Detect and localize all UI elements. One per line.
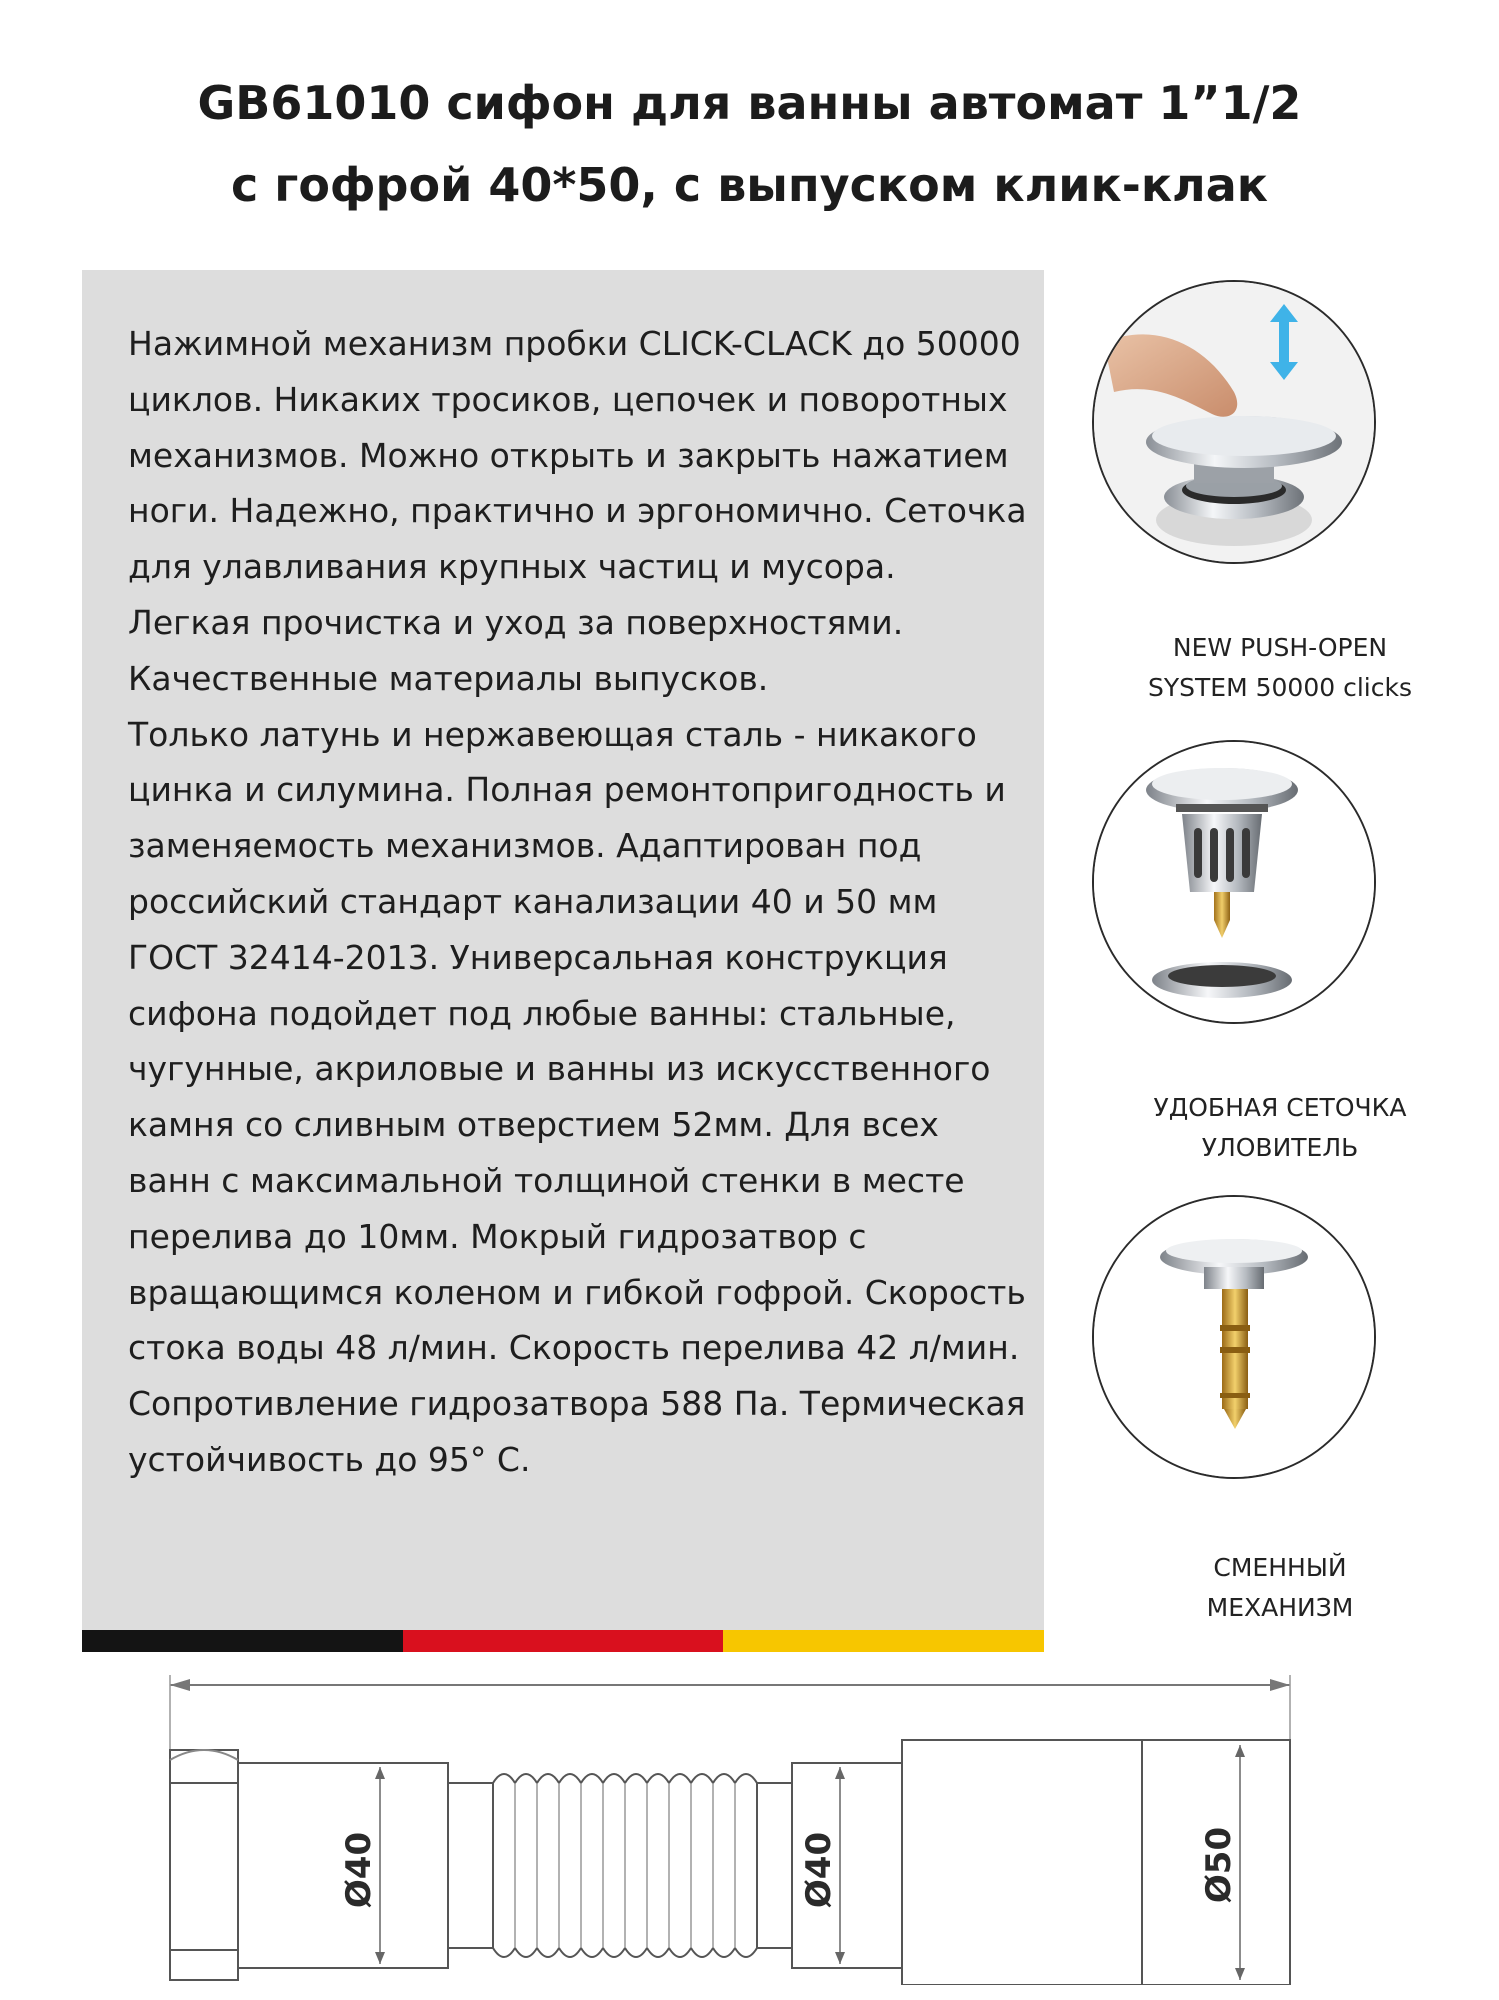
title-line-1: GB61010 сифон для ванны автомат 1”1/2 — [197, 76, 1302, 130]
description-paragraph-2: Только латунь и нержавеющая сталь - никакого цинка и силумина. Полная ремонтопригодность и заменяемость механизмов. Адаптирован под российский стандарт канализации 40 и 50 мм ГОСТ 32414-2013. Универсальная конструкция сифона подойдет под любые ванны: стальные, чугунные, акриловые и ванны из искусственного камня со сливным отверстием 52мм. Для всех ванн с максимальной толщиной стенки в месте перелива до 10мм. Мокрый гидрозатвор с вращающимся коленом и гибкой гофрой. Скорость стока воды 48 л/мин. Скорость перелива 42 л/мин. Сопротивление гидрозатвора 588 Па. Термическая устойчивость до 95° С. — [128, 714, 1026, 1479]
feature-image-push-open — [1092, 280, 1376, 564]
dim-label-right: Ø50 — [1199, 1826, 1239, 1904]
union-nut — [170, 1750, 238, 1980]
length-dimension-line — [170, 1675, 1290, 1760]
title-line-2: с гофрой 40*50, с выпуском клик-клак — [231, 158, 1268, 212]
feature-image-strainer — [1092, 740, 1376, 1024]
left-collar — [448, 1783, 493, 1948]
feature-caption-cartridge — [1080, 1548, 1480, 1628]
technical-drawing — [150, 1665, 1310, 1985]
caption-line: МЕХАНИЗМ — [1206, 1593, 1354, 1622]
description-text — [128, 316, 1028, 1488]
flag-stripe — [82, 1630, 1044, 1652]
dim-label-left: Ø40 — [339, 1831, 379, 1909]
description-paragraph-1: Нажимной механизм пробки CLICK-CLACK до 50000 циклов. Никаких тросиков, цепочек и поворотных механизмов. Можно открыть и закрыть нажатием ноги. Надежно, практично и эргономично. Сеточка для улавливания крупных частиц и мусора. Легкая прочистка и уход за поверхностями. Качественные материалы выпусков. — [128, 324, 1027, 698]
caption-line: СМЕННЫЙ — [1213, 1553, 1347, 1582]
flag-black-stripe — [82, 1630, 403, 1652]
feature-caption-push-open — [1080, 628, 1480, 708]
caption-line: УЛОВИТЕЛЬ — [1201, 1133, 1359, 1162]
description-panel — [82, 270, 1044, 1630]
flag-red-stripe — [403, 1630, 724, 1652]
replaceable-cartridge-icon — [1094, 1197, 1374, 1477]
middle-collar — [757, 1783, 792, 1948]
caption-line: SYSTEM 50000 clicks — [1148, 673, 1412, 702]
dim-label-middle: Ø40 — [799, 1831, 839, 1909]
page-title — [0, 62, 1499, 226]
caption-line: УДОБНАЯ СЕТОЧКА — [1153, 1093, 1407, 1122]
push-open-plug-icon — [1094, 282, 1374, 562]
caption-line: NEW PUSH-OPEN — [1172, 633, 1388, 662]
strainer-basket-icon — [1094, 742, 1374, 1022]
feature-image-cartridge — [1092, 1195, 1376, 1479]
right-socket — [902, 1740, 1142, 1985]
corrugation-ribs — [515, 1783, 735, 1948]
flag-gold-stripe — [723, 1630, 1044, 1652]
feature-caption-strainer — [1080, 1088, 1480, 1168]
